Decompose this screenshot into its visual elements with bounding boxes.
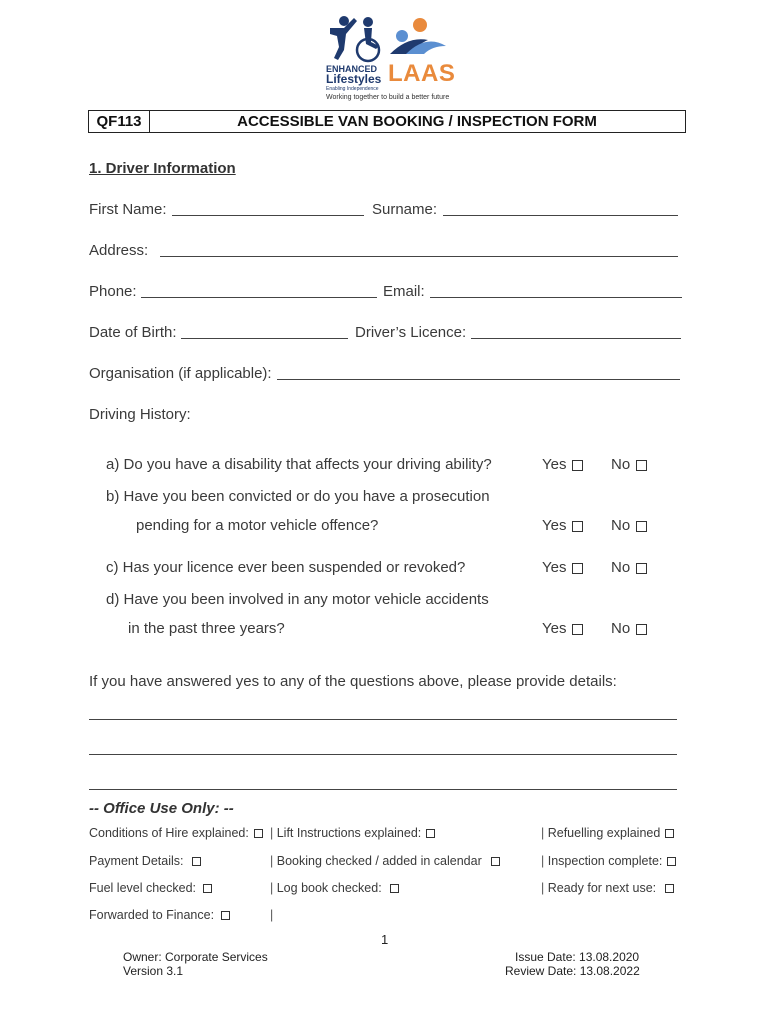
office-payment-details[interactable]: Payment Details:	[89, 854, 201, 868]
checkbox-icon[interactable]	[390, 884, 399, 893]
brand1-line2: Lifestyles	[326, 72, 382, 86]
checkbox-icon[interactable]	[665, 829, 674, 838]
brand1-tag: Enabling Independence	[326, 86, 379, 92]
question-d-no[interactable]: No	[611, 620, 647, 637]
details-line-1[interactable]	[89, 719, 677, 720]
office-refuelling[interactable]: | Refuelling explained	[541, 826, 674, 840]
address-field[interactable]	[160, 256, 678, 257]
question-b-no[interactable]: No	[611, 517, 647, 534]
brand1-line1: ENHANCED	[326, 64, 378, 74]
checkbox-icon[interactable]	[665, 884, 674, 893]
licence-label: Driver’s Licence:	[355, 324, 467, 341]
form-header	[88, 110, 686, 133]
details-prompt: If you have answered yes to any of the questions above, please provide details:	[89, 673, 617, 690]
checkbox-icon[interactable]	[572, 521, 583, 532]
address-label: Address:	[89, 242, 149, 259]
question-c-no[interactable]: No	[611, 559, 647, 576]
dob-field[interactable]	[181, 338, 348, 339]
checkbox-icon[interactable]	[572, 460, 583, 471]
checkbox-icon[interactable]	[636, 563, 647, 574]
checkbox-icon[interactable]	[254, 829, 263, 838]
page-number: 1	[381, 932, 389, 947]
office-use-title: -- Office Use Only: --	[89, 800, 234, 817]
footer-review-date: Review Date: 13.08.2022	[505, 964, 640, 978]
licence-field[interactable]	[471, 338, 681, 339]
office-forwarded-finance[interactable]: Forwarded to Finance:	[89, 908, 230, 922]
question-c: c) Has your licence ever been suspended or revoked?	[106, 559, 466, 576]
phone-label: Phone:	[89, 283, 137, 300]
office-log-book[interactable]: | Log book checked:	[270, 881, 399, 895]
checkbox-icon[interactable]	[636, 624, 647, 635]
checkbox-icon[interactable]	[636, 521, 647, 532]
form-code: QF113	[89, 111, 150, 132]
form-title: ACCESSIBLE VAN BOOKING / INSPECTION FORM	[237, 113, 597, 130]
checkbox-icon[interactable]	[572, 563, 583, 574]
laas-logo-icon	[388, 16, 448, 58]
dob-label: Date of Birth:	[89, 324, 177, 341]
footer-issue-date: Issue Date: 13.08.2020	[515, 950, 640, 964]
email-field[interactable]	[430, 297, 682, 298]
logo-tagline: Working together to build a better future	[326, 94, 450, 101]
logo	[322, 14, 456, 104]
question-a-no[interactable]: No	[611, 456, 647, 473]
checkbox-icon[interactable]	[491, 857, 500, 866]
question-b-yes[interactable]: Yes	[542, 517, 583, 534]
checkbox-icon[interactable]	[426, 829, 435, 838]
office-lift-instructions[interactable]: | Lift Instructions explained:	[270, 826, 435, 840]
footer-owner: Owner: Corporate Services	[123, 950, 268, 964]
phone-field[interactable]	[141, 297, 377, 298]
office-booking-checked[interactable]: | Booking checked / added in calendar	[270, 854, 500, 868]
question-a: a) Do you have a disability that affects your driving ability?	[106, 456, 492, 473]
question-a-yes[interactable]: Yes	[542, 456, 583, 473]
office-fuel-level[interactable]: Fuel level checked:	[89, 881, 212, 895]
checkbox-icon[interactable]	[572, 624, 583, 635]
details-line-3[interactable]	[89, 789, 677, 790]
question-d-yes[interactable]: Yes	[542, 620, 583, 637]
section-title: 1. Driver Information	[89, 160, 236, 177]
office-divider: |	[270, 908, 274, 922]
surname-field[interactable]	[443, 215, 678, 216]
question-b-line2: pending for a motor vehicle offence?	[136, 517, 379, 534]
enhanced-lifestyles-logo-icon	[324, 14, 386, 64]
organisation-field[interactable]	[277, 379, 680, 380]
checkbox-icon[interactable]	[667, 857, 676, 866]
brand2-name: LAAS	[388, 60, 456, 87]
first-name-field[interactable]	[172, 215, 364, 216]
checkbox-icon[interactable]	[221, 911, 230, 920]
checkbox-icon[interactable]	[203, 884, 212, 893]
driving-history-label: Driving History:	[89, 406, 191, 423]
checkbox-icon[interactable]	[192, 857, 201, 866]
first-name-label: First Name:	[89, 201, 167, 218]
question-d-line2: in the past three years?	[128, 620, 285, 637]
surname-label: Surname:	[372, 201, 438, 218]
question-c-yes[interactable]: Yes	[542, 559, 583, 576]
question-b-line1: b) Have you been convicted or do you have a prosecution	[106, 488, 490, 505]
office-ready-next-use[interactable]: | Ready for next use:	[541, 881, 674, 895]
office-inspection-complete[interactable]: | Inspection complete:	[541, 854, 676, 868]
organisation-label: Organisation (if applicable):	[89, 365, 272, 382]
checkbox-icon[interactable]	[636, 460, 647, 471]
footer-version: Version 3.1	[123, 964, 184, 978]
office-conditions-of-hire[interactable]: Conditions of Hire explained:	[89, 826, 263, 840]
question-d-line1: d) Have you been involved in any motor vehicle accidents	[106, 591, 489, 608]
email-label: Email:	[383, 283, 425, 300]
details-line-2[interactable]	[89, 754, 677, 755]
